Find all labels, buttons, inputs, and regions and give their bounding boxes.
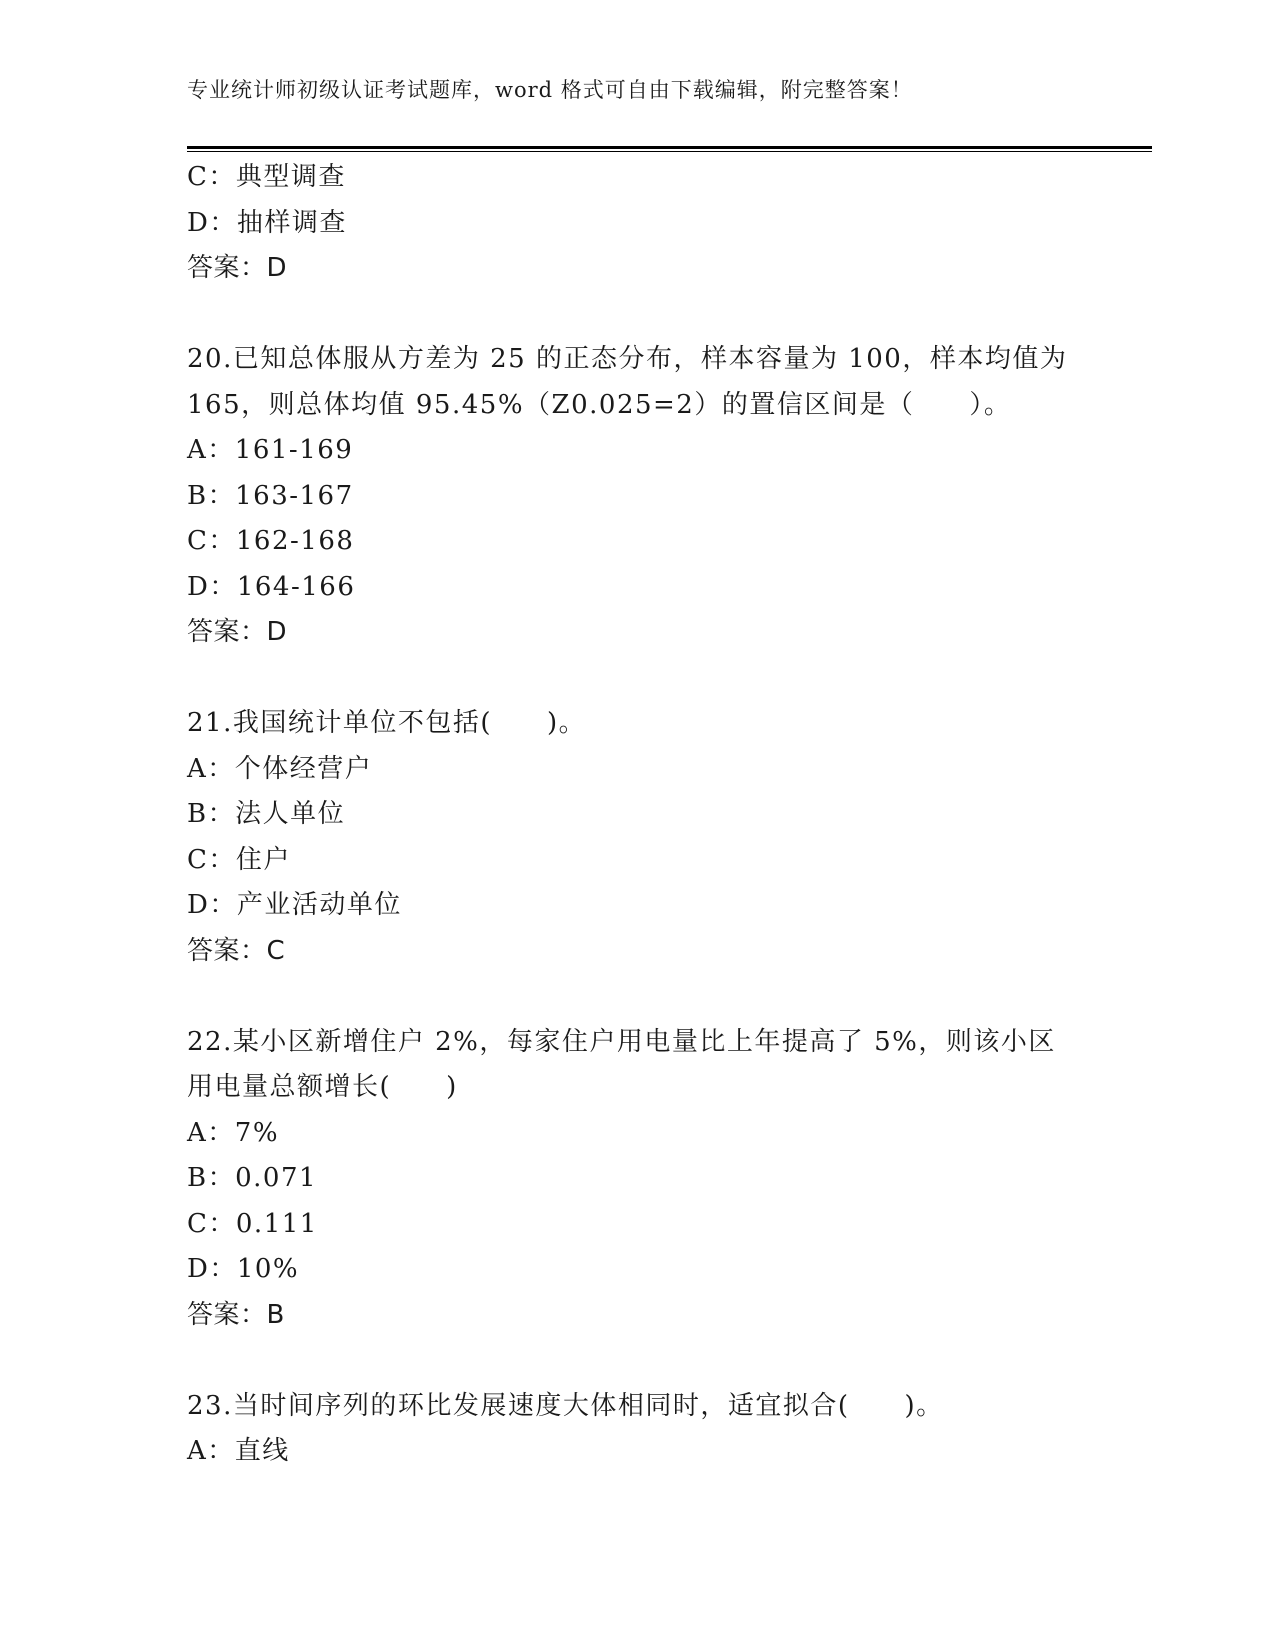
header-rule-thin [187, 151, 1152, 152]
header-rule-thick [187, 146, 1152, 149]
option-c: C：典型调查 [187, 162, 346, 192]
question-20 [187, 337, 1087, 656]
option-b: B：163-167 [187, 480, 354, 511]
question-stem: 21.我国统计单位不包括( )。 [187, 708, 587, 738]
option-a: A：直线 [187, 1436, 290, 1466]
question-stem: 22.某小区新增住户 2%，每家住户用电量比上年提高了 5%，则该小区 [187, 1026, 1056, 1057]
option-a: A：7% [187, 1117, 280, 1148]
option-b: B：法人单位 [187, 799, 346, 829]
option-d: D：10% [187, 1254, 300, 1284]
answer: 答案：C [187, 935, 286, 966]
answer: 答案：D [187, 617, 288, 647]
spacer [187, 292, 1087, 338]
question-list [187, 155, 1087, 1475]
question-21 [187, 701, 1087, 974]
option-d: D：产业活动单位 [187, 890, 402, 920]
question-stem: 23.当时间序列的环比发展速度大体相同时，适宜拟合( )。 [187, 1390, 944, 1421]
spacer [187, 1338, 1087, 1384]
answer: 答案：D [187, 253, 288, 283]
answer: 答案：B [187, 1299, 285, 1330]
option-a: A：个体经营户 [187, 753, 373, 784]
option-c: C：162-168 [187, 526, 355, 556]
option-d: D：164-166 [187, 571, 356, 602]
option-c: C：住户 [187, 844, 291, 875]
option-d: D：抽样调查 [187, 207, 347, 238]
spacer [187, 656, 1087, 702]
question-stem: 165，则总体均值 95.45%（Z0.025=2）的置信区间是（ ）。 [187, 389, 1012, 420]
option-a: A：161-169 [187, 435, 354, 465]
option-b: B：0.071 [187, 1163, 318, 1193]
question-23 [187, 1384, 1087, 1475]
question-stem: 20.已知总体服从方差为 25 的正态分布，样本容量为 100，样本均值为 [187, 344, 1068, 374]
question-19-tail [187, 155, 1087, 292]
option-c: C：0.111 [187, 1208, 318, 1239]
page-header: 专业统计师初级认证考试题库，word 格式可自由下载编辑，附完整答案！ [187, 78, 913, 102]
spacer [187, 974, 1087, 1020]
question-22 [187, 1020, 1087, 1339]
question-stem: 用电量总额增长( ) [187, 1072, 458, 1102]
